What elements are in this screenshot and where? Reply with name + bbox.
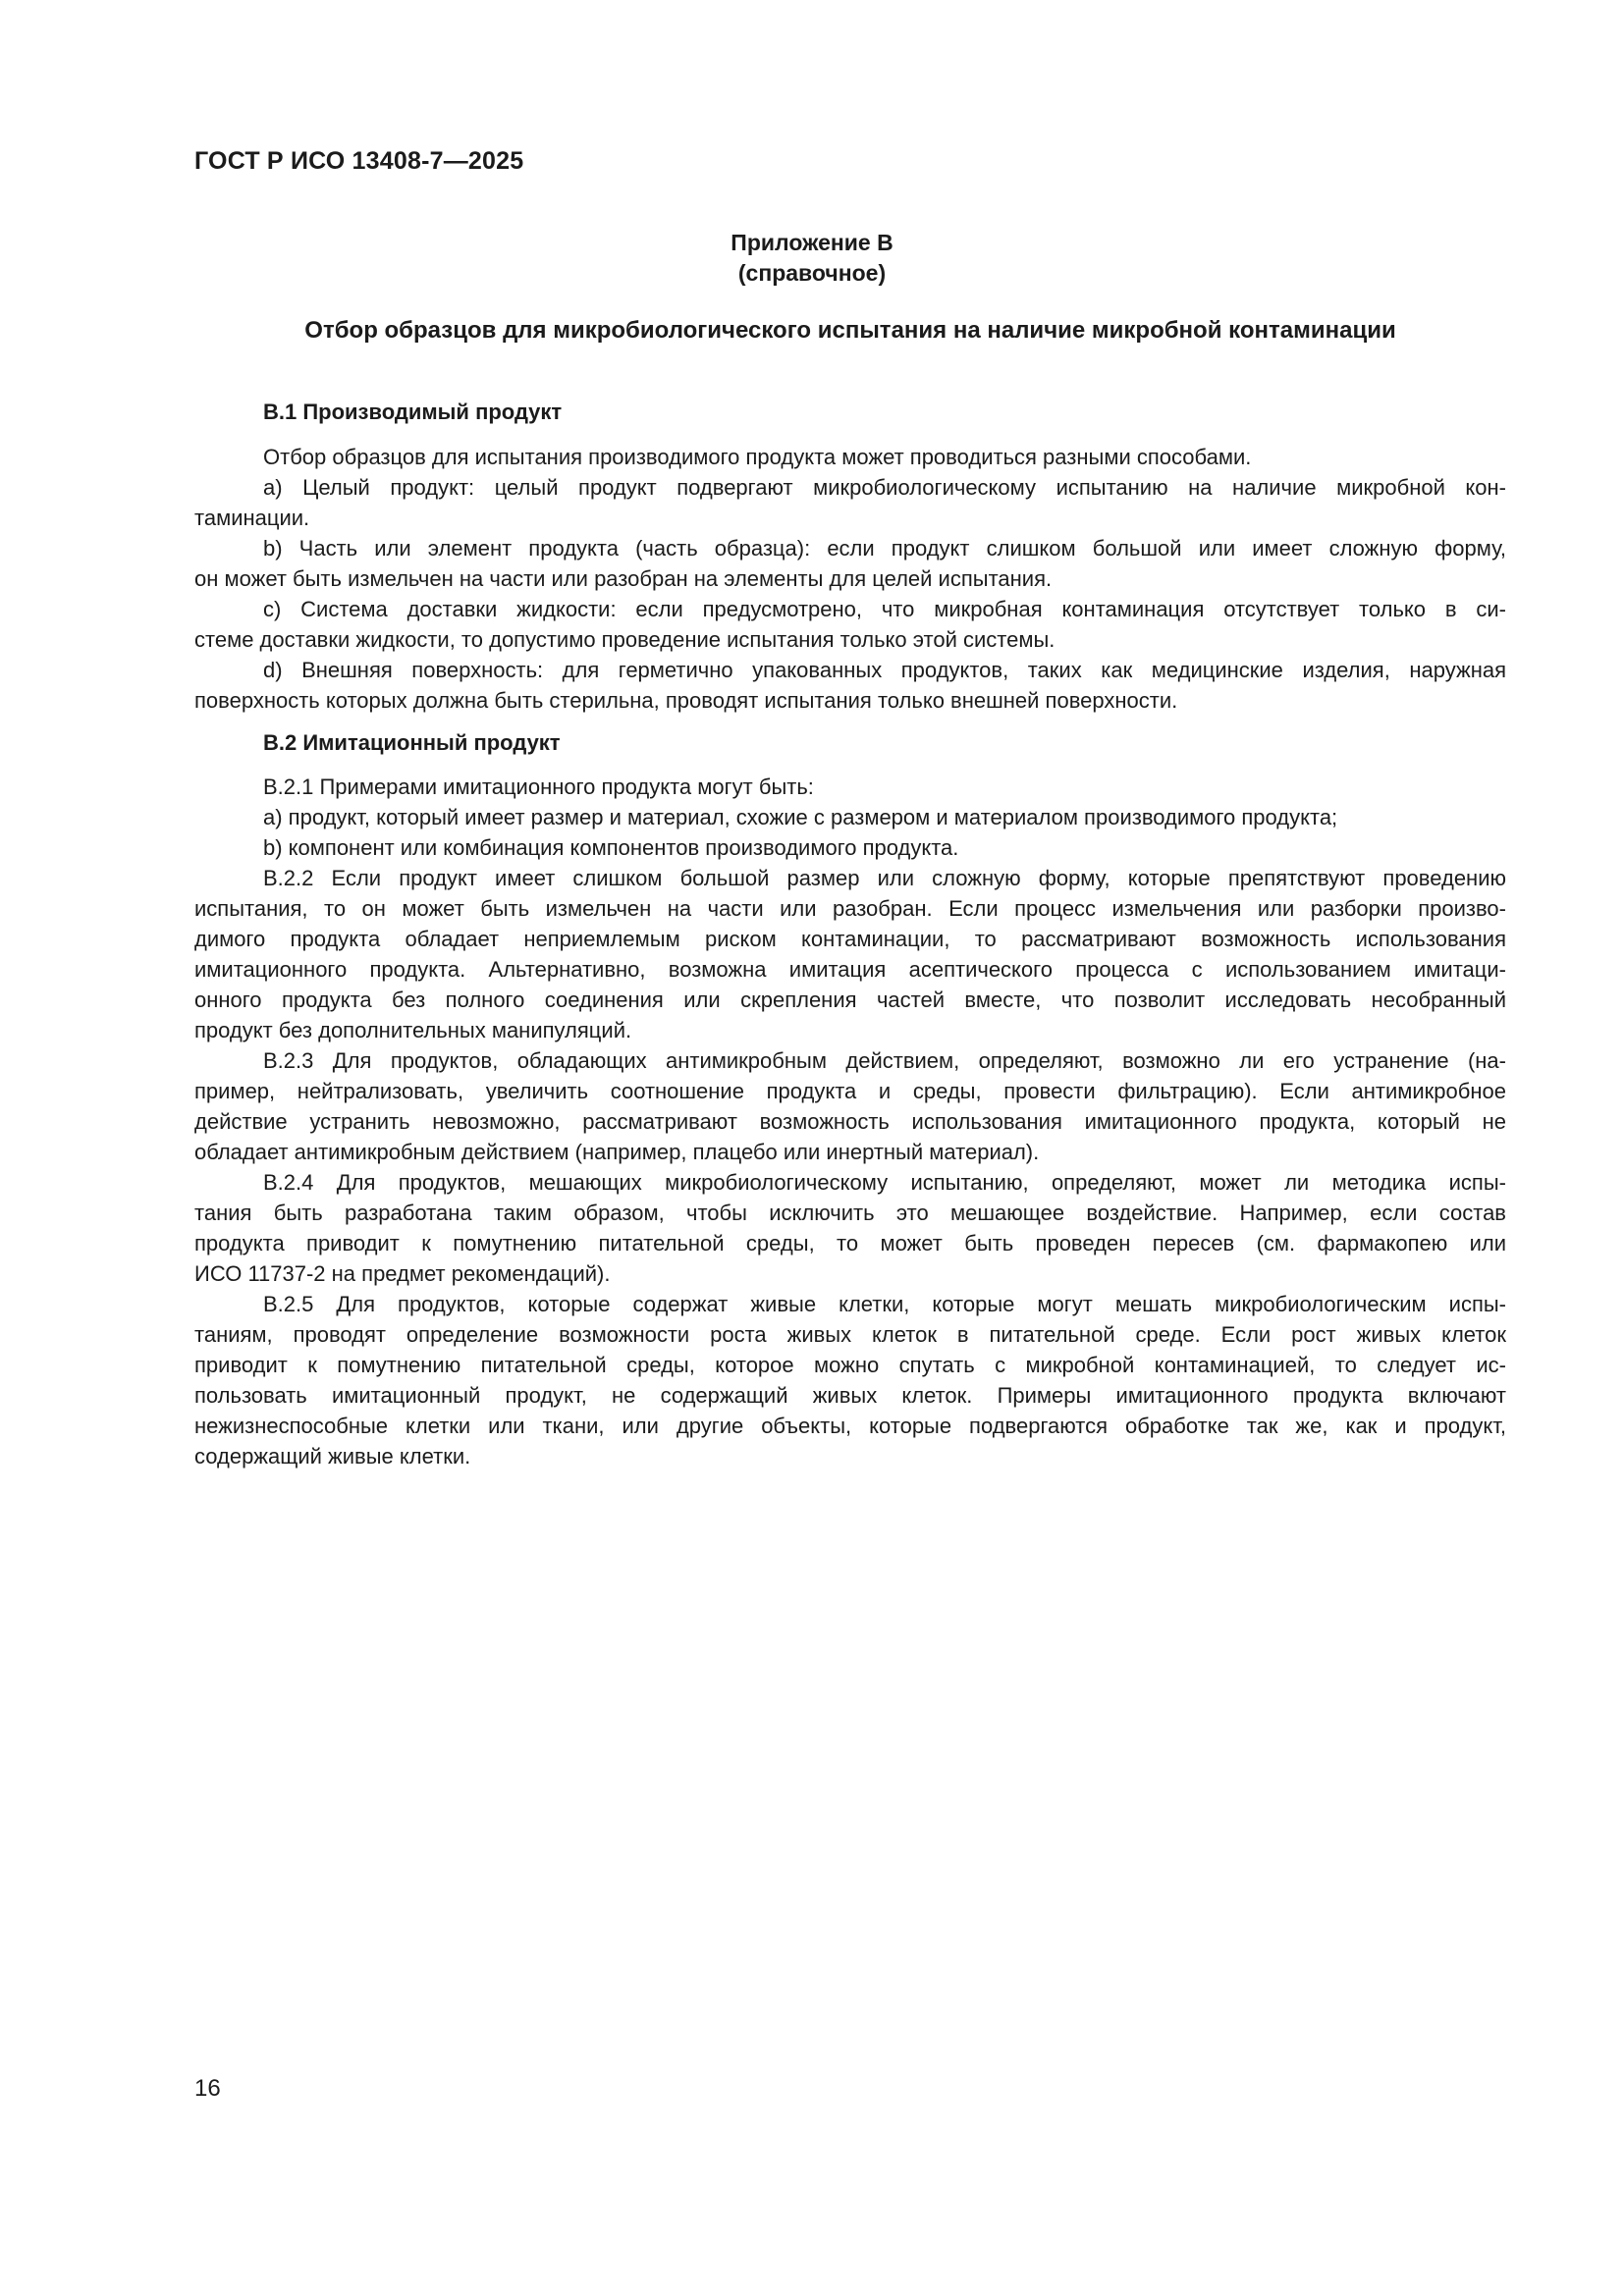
paragraph-line: a) продукт, который имеет размер и материал, схожие с размером и материалом производимого продукта; bbox=[263, 805, 1338, 829]
paragraph-line: В.2.5 Для продуктов, которые содержат живые клетки, которые могут мешать микробиологическим испы- bbox=[263, 1292, 1506, 1316]
paragraph-line: нежизнеспособные клетки или ткани, или другие объекты, которые подвергаются обработке так же, как и продукт, bbox=[194, 1414, 1506, 1438]
section-heading-b2: В.2 Имитационный продукт bbox=[263, 730, 561, 755]
paragraph-line: обладает антимикробным действием (например, плацебо или инертный материал). bbox=[194, 1140, 1040, 1164]
paragraph-line: b) компонент или комбинация компонентов производимого продукта. bbox=[263, 835, 959, 860]
paragraph-line: В.2.1 Примерами имитационного продукта могут быть: bbox=[263, 774, 814, 799]
paragraph-line: пример, нейтрализовать, увеличить соотношение продукта и среды, провести фильтрацию). Если антимикробное bbox=[194, 1079, 1506, 1103]
paragraph-line: поверхность которых должна быть стерильна, проводят испытания только внешней поверхности. bbox=[194, 688, 1178, 713]
paragraph-line: продукт без дополнительных манипуляций. bbox=[194, 1018, 632, 1042]
annex-heading bbox=[0, 228, 1624, 289]
paragraph-line: Отбор образцов для испытания производимого продукта может проводиться разными способами. bbox=[263, 445, 1252, 469]
paragraph-line: таминации. bbox=[194, 506, 310, 530]
paragraph-line: имитационного продукта. Альтернативно, возможна имитация асептического процесса с использованием имитаци- bbox=[194, 957, 1506, 982]
paragraph-line: В.2.2 Если продукт имеет слишком большой размер или сложную форму, которые препятствуют проведению bbox=[263, 866, 1506, 890]
paragraph-line: В.2.4 Для продуктов, мешающих микробиологическому испытанию, определяют, может ли методика испы- bbox=[263, 1170, 1506, 1195]
paragraph-line: содержащий живые клетки. bbox=[194, 1444, 471, 1468]
document-code-header: ГОСТ Р ИСО 13408-7—2025 bbox=[194, 147, 524, 175]
annex-label: Приложение В bbox=[731, 230, 893, 255]
annex-title: Отбор образцов для микробиологического испытания на наличие микробной контаминации bbox=[304, 317, 1396, 344]
paragraph-line: пользовать имитационный продукт, не содержащий живых клеток. Примеры имитационного продукта включают bbox=[194, 1383, 1506, 1408]
paragraph-line: он может быть измельчен на части или разобран на элементы для целей испытания. bbox=[194, 566, 1053, 591]
paragraph-line: стеме доставки жидкости, то допустимо проведение испытания только этой системы. bbox=[194, 627, 1056, 652]
paragraph-line: таниям, проводят определение возможности роста живых клеток в питательной среде. Если рост живых клеток bbox=[194, 1322, 1506, 1347]
paragraph-line: b) Часть или элемент продукта (часть образца): если продукт слишком большой или имеет сложную форму, bbox=[263, 536, 1506, 561]
section-heading-b1: В.1 Производимый продукт bbox=[263, 400, 563, 424]
paragraph-line: приводит к помутнению питательной среды, которое можно спутать с микробной контаминацией, то следует ис- bbox=[194, 1353, 1506, 1377]
paragraph-line: димого продукта обладает неприемлемым риском контаминации, то рассматривают возможность использования bbox=[194, 927, 1506, 951]
paragraph-line: d) Внешняя поверхность: для герметично упакованных продуктов, таких как медицинские изделия, наружная bbox=[263, 658, 1506, 682]
paragraph-line: испытания, то он может быть измельчен на части или разобран. Если процесс измельчения или разборки произво- bbox=[194, 896, 1506, 921]
paragraph-line: действие устранить невозможно, рассматривают возможность использования имитационного продукта, который не bbox=[194, 1109, 1506, 1134]
section-b1-body bbox=[194, 442, 1506, 716]
paragraph-line: ИСО 11737-2 на предмет рекомендаций). bbox=[194, 1261, 611, 1286]
paragraph-line: c) Система доставки жидкости: если предусмотрено, что микробная контаминация отсутствует только в си- bbox=[263, 597, 1506, 621]
paragraph-line: a) Целый продукт: целый продукт подвергают микробиологическому испытанию на наличие микробной кон- bbox=[263, 475, 1506, 500]
section-b2-body bbox=[194, 772, 1506, 1471]
page-number: 16 bbox=[194, 2075, 221, 2102]
annex-type: (справочное) bbox=[737, 260, 887, 286]
paragraph-line: продукта приводит к помутнению питательной среды, то может быть проведен пересев (см. фармакопею или bbox=[194, 1231, 1506, 1255]
paragraph-line: онного продукта без полного соединения или скрепления частей вместе, что позволит исследовать несобранный bbox=[194, 988, 1506, 1012]
paragraph-line: В.2.3 Для продуктов, обладающих антимикробным действием, определяют, возможно ли его устранение (на- bbox=[263, 1048, 1506, 1073]
paragraph-line: тания быть разработана таким образом, чтобы исключить это мешающее воздействие. Например, если состав bbox=[194, 1201, 1506, 1225]
